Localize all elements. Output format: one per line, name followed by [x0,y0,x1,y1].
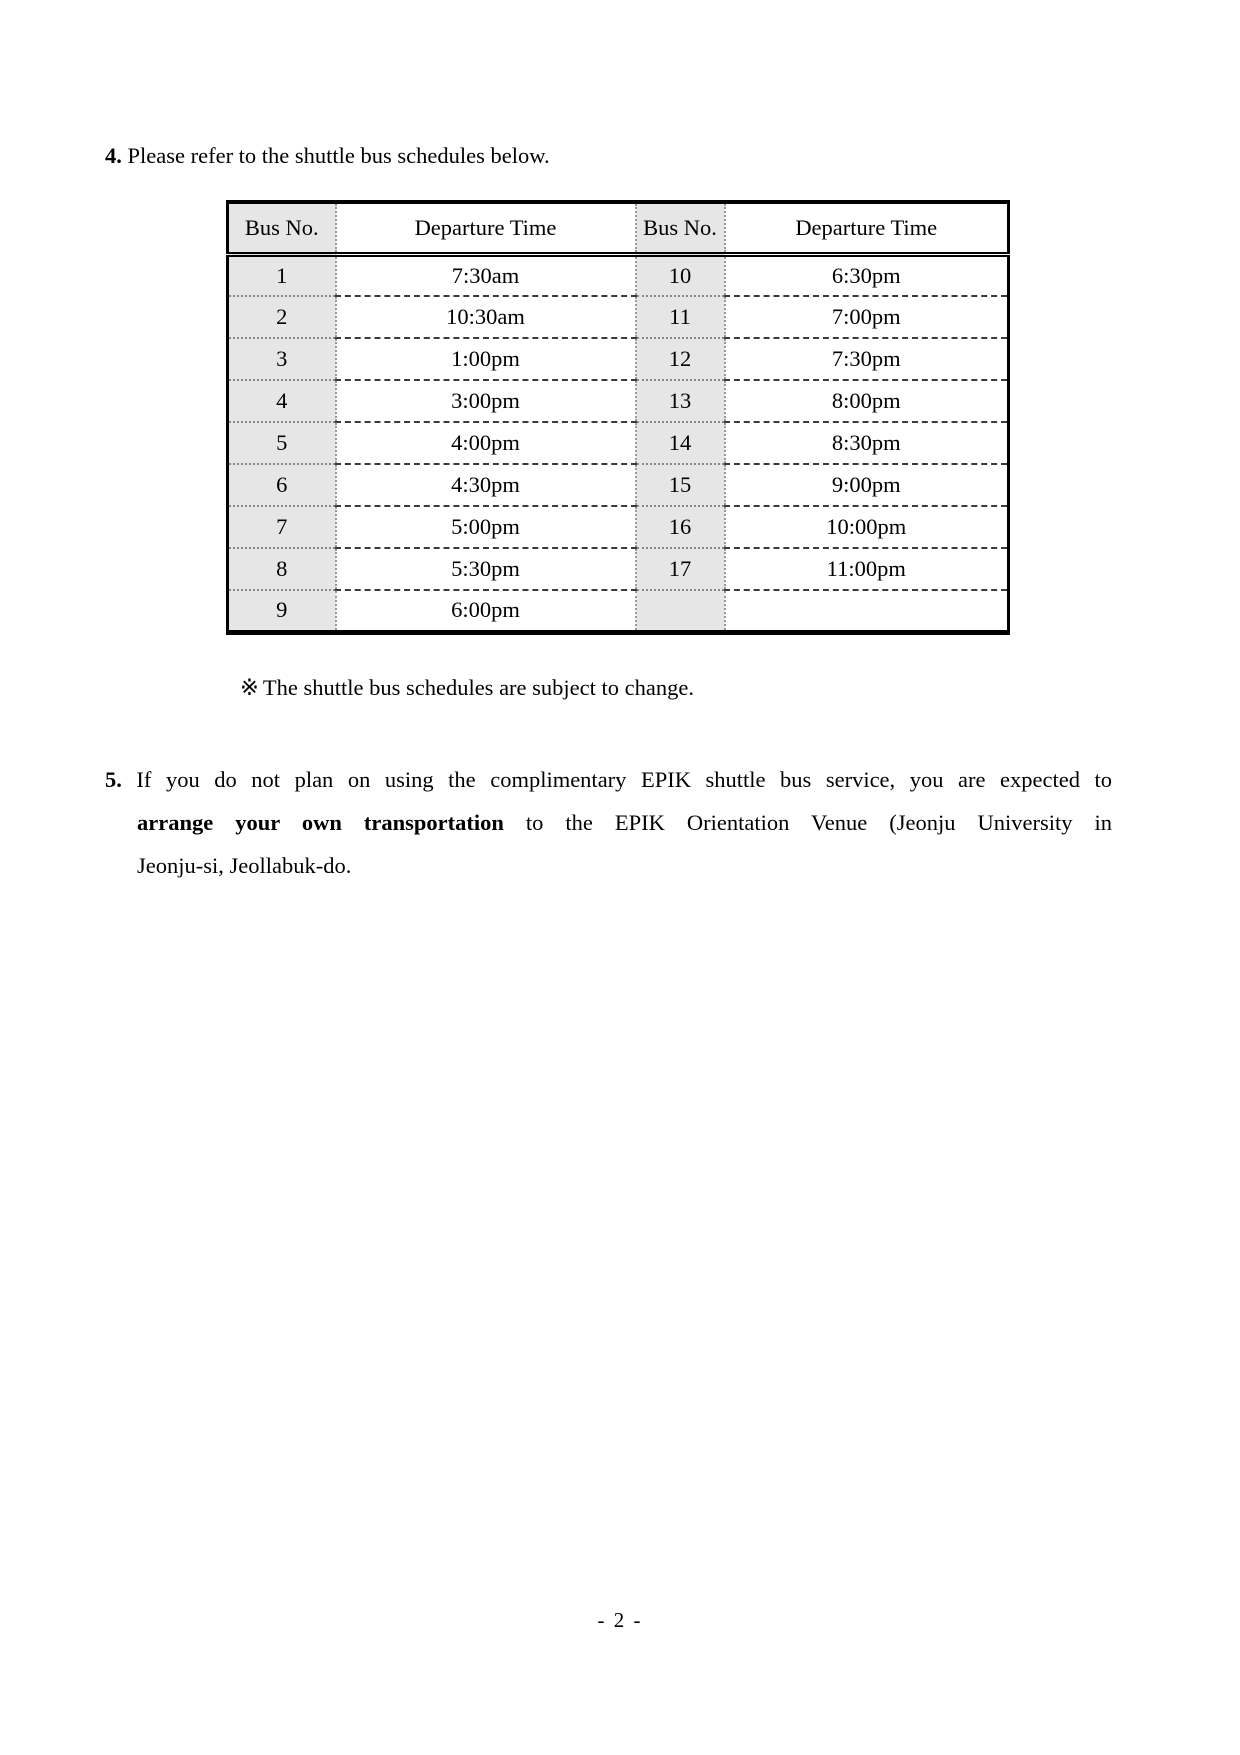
body-text: to the EPIK Orientation Venue (Jeonju University in [503,810,1112,835]
reference-mark: ※ [240,675,259,700]
bus-no-header: Bus No. [228,202,336,254]
departure-time-cell: 6:30pm [725,254,1009,296]
bus-no-cell [636,590,725,632]
bus-no-cell: 16 [636,506,725,548]
departure-time-cell: 5:00pm [336,506,636,548]
bus-no-cell: 1 [228,254,336,296]
table-row [228,254,1009,296]
bus-no-cell: 12 [636,338,725,380]
list-item-5 [105,758,1112,887]
schedule-change-note [240,672,694,704]
bus-no-cell: 9 [228,590,336,632]
shuttle-bus-schedule-table [226,200,1010,635]
bus-no-header: Bus No. [636,202,725,254]
departure-time-cell: 3:00pm [336,380,636,422]
bus-no-cell: 17 [636,548,725,590]
departure-time-cell: 7:30pm [725,338,1009,380]
departure-time-cell: 5:30pm [336,548,636,590]
departure-time-cell: 8:00pm [725,380,1009,422]
departure-time-cell: 7:00pm [725,296,1009,338]
bold-text: arrange your own transportation [137,810,504,835]
paragraph-line [105,844,1112,887]
paragraph-line [105,758,1112,801]
departure-time-cell: 8:30pm [725,422,1009,464]
list-item-4 [105,140,550,172]
table-row [228,590,1009,632]
bold-text: 5. [105,767,122,792]
table-body [228,254,1009,632]
item-4-text: Please refer to the shuttle bus schedules below. [127,143,550,168]
departure-time-cell: 4:00pm [336,422,636,464]
departure-time-cell [725,590,1009,632]
table-row [228,422,1009,464]
bus-no-cell: 11 [636,296,725,338]
body-text: If you do not plan on using the complimentary EPIK shuttle bus service, you are expected to [121,767,1112,792]
bus-no-cell: 8 [228,548,336,590]
departure-time-cell: 10:00pm [725,506,1009,548]
table-row [228,506,1009,548]
bus-no-cell: 13 [636,380,725,422]
departure-time-cell: 6:00pm [336,590,636,632]
table-row [228,548,1009,590]
departure-time-cell: 9:00pm [725,464,1009,506]
departure-time-header: Departure Time [725,202,1009,254]
bus-no-cell: 6 [228,464,336,506]
bus-no-cell: 3 [228,338,336,380]
departure-time-header: Departure Time [336,202,636,254]
paragraph-line [105,801,1112,844]
departure-time-cell: 11:00pm [725,548,1009,590]
body-text: Jeonju-si, Jeollabuk-do. [137,853,352,878]
note-text: The shuttle bus schedules are subject to change. [262,675,694,700]
table-row [228,464,1009,506]
bus-no-cell: 10 [636,254,725,296]
page-number: - 2 - [597,1608,643,1632]
bus-no-cell: 15 [636,464,725,506]
departure-time-cell: 4:30pm [336,464,636,506]
table-row [228,296,1009,338]
bus-no-cell: 4 [228,380,336,422]
bus-no-cell: 14 [636,422,725,464]
table-header-row [228,202,1009,254]
departure-time-cell: 10:30am [336,296,636,338]
departure-time-cell: 7:30am [336,254,636,296]
bus-no-cell: 2 [228,296,336,338]
item-4-number: 4. [105,143,122,168]
shuttle-schedule-table-container [226,200,1007,635]
bus-no-cell: 7 [228,506,336,548]
departure-time-cell: 1:00pm [336,338,636,380]
table-row [228,338,1009,380]
bus-no-cell: 5 [228,422,336,464]
table-row [228,380,1009,422]
